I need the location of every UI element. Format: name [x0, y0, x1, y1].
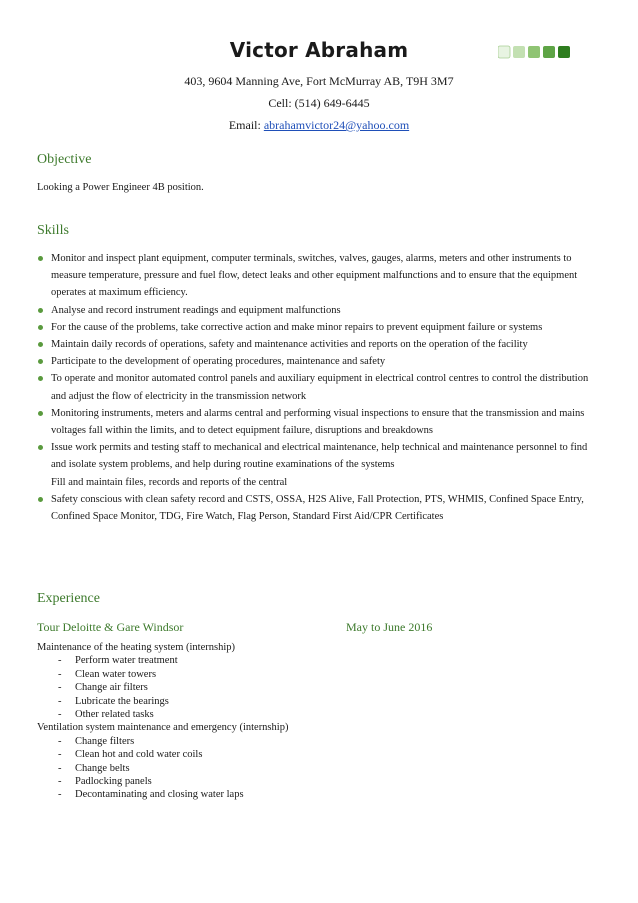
- role-title: Ventilation system maintenance and emergency (internship): [37, 722, 289, 734]
- task-item: - Perform water treatment: [58, 655, 178, 667]
- skill-item: Participate to the development of operating procedures, maintenance and safety: [37, 353, 602, 370]
- skills-list: [37, 250, 602, 525]
- skill-item: To operate and monitor automated control panels and auxiliary equipment in electrical control centres to control the distribution and adjust the flow of electricity in the transmission network: [37, 370, 602, 404]
- logo-square-4: [543, 46, 555, 58]
- bullet-icon: [38, 342, 43, 347]
- experience-details: [37, 641, 288, 802]
- task-item: - Clean hot and cold water coils: [58, 749, 203, 761]
- logo-square-1: [498, 46, 510, 58]
- skill-item: Monitoring instruments, meters and alarms central and performing visual inspections to ensure that the transmission and mains voltages fall within the limits, and to detect equipment failure, disruptions and breakdowns: [37, 405, 602, 439]
- skill-item: Issue work permits and testing staff to mechanical and electrical maintenance, help technical and maintenance personnel to find and isolate system problems, and help during routine examinations of the systems Fill and maintain files, records and reports of the central: [37, 439, 602, 491]
- task-item: - Change filters: [58, 735, 135, 747]
- task-item: - Change belts: [58, 762, 130, 774]
- logo-square-2: [513, 46, 525, 58]
- objective-heading: Objective: [37, 152, 92, 167]
- skill-extra-line: Fill and maintain files, records and reports of the central: [51, 476, 288, 488]
- bullet-icon: [38, 256, 43, 261]
- employment-dates: May to June 2016: [346, 620, 433, 634]
- task-item: - Clean water towers: [58, 668, 157, 680]
- task-item: - Padlocking panels: [58, 776, 152, 788]
- task-item: - Other related tasks: [58, 709, 154, 721]
- task-item: - Decontaminating and closing water laps: [58, 789, 244, 801]
- logo-square-5: [558, 46, 570, 58]
- email-line: [0, 118, 638, 133]
- email-link[interactable]: abrahamvictor24@yahoo.com: [263, 118, 410, 132]
- task-item: - Lubricate the bearings: [58, 695, 169, 707]
- bullet-icon: [38, 359, 43, 364]
- objective-text: Looking a Power Engineer 4B position.: [37, 182, 204, 193]
- address: 403, 9604 Manning Ave, Fort McMurray AB, T9H 3M7: [184, 74, 454, 88]
- logo-square-3: [528, 46, 540, 58]
- bullet-icon: [38, 308, 43, 313]
- logo-green-squares-icon: [498, 45, 572, 59]
- experience-heading: Experience: [37, 591, 100, 606]
- skill-item: Analyse and record instrument readings and equipment malfunctions: [37, 302, 602, 319]
- skill-item: For the cause of the problems, take corrective action and make minor repairs to prevent equipment failure or systems: [37, 319, 602, 336]
- bullet-icon: [38, 376, 43, 381]
- email-label: Email:: [228, 118, 264, 132]
- company-name: Tour Deloitte & Gare Windsor: [37, 620, 184, 634]
- skill-item: Monitor and inspect plant equipment, computer terminals, switches, valves, gauges, alarms, meters and other instruments to measure temperature, pressure and fuel flow, detect leaks and other equipment malfunctions and to ensure that the equipment operates at maximum efficiency.: [37, 250, 602, 302]
- bullet-icon: [38, 325, 43, 330]
- cell-phone: Cell: (514) 649-6445: [268, 96, 370, 110]
- role-title: Maintenance of the heating system (internship): [37, 642, 235, 653]
- bullet-icon: [38, 411, 43, 416]
- candidate-name: Victor Abraham: [229, 38, 409, 62]
- bullet-icon: [38, 497, 43, 502]
- skill-item: Safety conscious with clean safety record and CSTS, OSSA, H2S Alive, Fall Protection, PTS, WHMIS, Confined Space Entry, Confined Space Monitor, TDG, Fire Watch, Flag Person, Standard First Aid/CPR Certificates: [37, 491, 602, 525]
- skills-heading: Skills: [37, 223, 69, 238]
- skill-item: Maintain daily records of operations, safety and maintenance activities and reports on the operation of the facility: [37, 336, 602, 353]
- task-item: - Change air filters: [58, 682, 148, 694]
- bullet-icon: [38, 445, 43, 450]
